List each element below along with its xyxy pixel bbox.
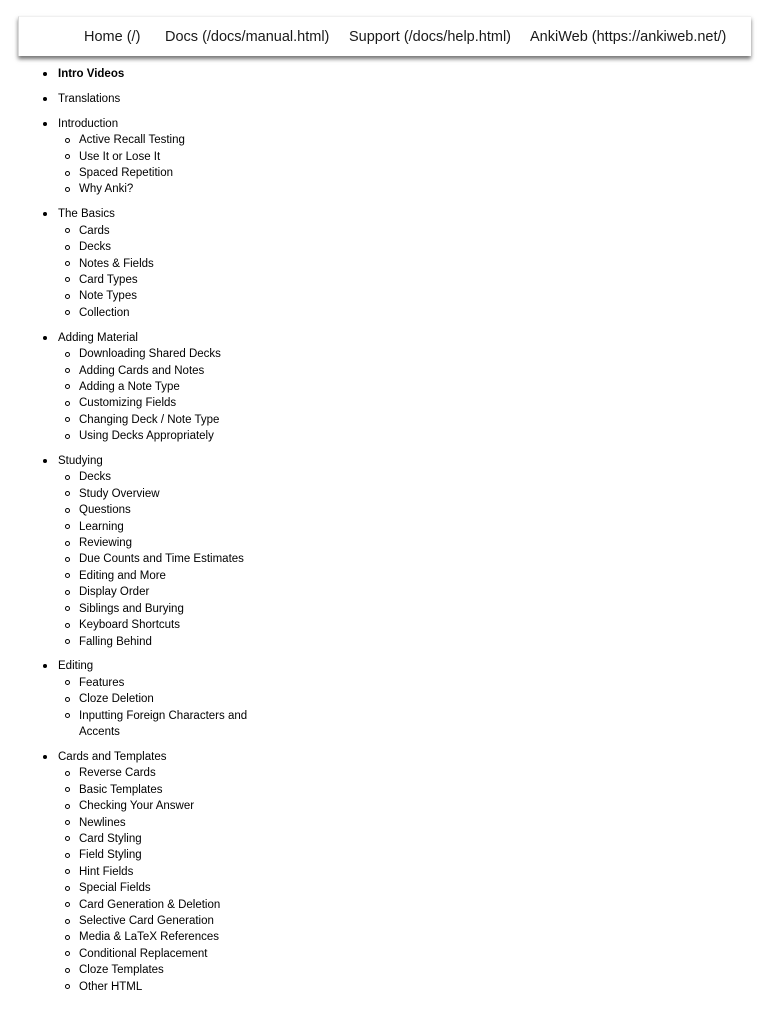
toc-subsection-link[interactable]: Falling Behind <box>58 634 264 650</box>
toc-subsection-link[interactable]: Siblings and Burying <box>58 601 264 617</box>
toc-subsection-link[interactable]: Customizing Fields <box>58 395 264 411</box>
toc-subsection-list <box>58 223 400 321</box>
toc-subsection-link[interactable]: Cloze Templates <box>58 962 264 978</box>
nav-docs-link[interactable]: Docs (/docs/manual.html) <box>165 29 330 45</box>
nav-support-link[interactable]: Support (/docs/help.html) <box>349 29 511 45</box>
toc-section <box>0 749 400 995</box>
toc-subsection-link[interactable]: Downloading Shared Decks <box>58 346 264 362</box>
toc-subsection-link[interactable]: Questions <box>58 502 264 518</box>
toc-section-link[interactable]: Introduction <box>58 117 119 130</box>
top-navbar <box>18 16 751 56</box>
toc-subsection-link[interactable]: Display Order <box>58 584 264 600</box>
toc-subsection-link[interactable]: Selective Card Generation <box>58 913 264 929</box>
toc-section <box>0 116 400 198</box>
toc-subsection-link[interactable]: Changing Deck / Note Type <box>58 412 264 428</box>
toc-subsection-link[interactable]: Basic Templates <box>58 782 264 798</box>
toc-subsection-link[interactable]: Other HTML <box>58 979 264 995</box>
toc-section-link[interactable]: Translations <box>58 92 121 105</box>
toc-section <box>0 658 400 740</box>
toc-subsection-list <box>58 765 400 995</box>
toc-subsection-link[interactable]: Cloze Deletion <box>58 691 264 707</box>
nav-ankiweb-link[interactable]: AnkiWeb (https://ankiweb.net/) <box>530 29 727 45</box>
toc-subsection-list <box>58 675 400 741</box>
toc-subsection-link[interactable]: Reverse Cards <box>58 765 264 781</box>
toc-subsection-link[interactable]: Media & LaTeX References <box>58 929 264 945</box>
toc-subsection-link[interactable]: Hint Fields <box>58 864 264 880</box>
toc-subsection-link[interactable]: Cards <box>58 223 264 239</box>
toc-subsection-link[interactable]: Study Overview <box>58 486 264 502</box>
toc-subsection-link[interactable]: Conditional Replacement <box>58 946 264 962</box>
toc-subsection-link[interactable]: Keyboard Shortcuts <box>58 617 264 633</box>
toc-subsection-link[interactable]: Reviewing <box>58 535 264 551</box>
toc-subsection-link[interactable]: Inputting Foreign Characters and Accents <box>58 708 264 741</box>
toc-subsection-link[interactable]: Checking Your Answer <box>58 798 264 814</box>
toc-section-link[interactable]: Adding Material <box>58 331 138 344</box>
toc-subsection-link[interactable]: Special Fields <box>58 880 264 896</box>
toc-subsection-link[interactable]: Due Counts and Time Estimates <box>58 551 264 567</box>
table-of-contents <box>0 66 400 1004</box>
toc-subsection-link[interactable]: Decks <box>58 469 264 485</box>
toc-section-link[interactable]: Studying <box>58 455 103 468</box>
toc-subsection-list <box>58 346 400 444</box>
toc-section <box>0 206 400 321</box>
toc-subsection-link[interactable]: Why Anki? <box>58 181 264 197</box>
toc-subsection-link[interactable]: Note Types <box>58 288 264 304</box>
toc-subsection-link[interactable]: Card Types <box>58 272 264 288</box>
nav-home-link[interactable]: Home (/) <box>84 29 141 45</box>
toc-subsection-link[interactable]: Features <box>58 675 264 691</box>
toc-subsection-link[interactable]: Notes & Fields <box>58 256 264 272</box>
toc-section-link[interactable]: The Basics <box>58 208 115 221</box>
toc-subsection-link[interactable]: Editing and More <box>58 568 264 584</box>
toc-subsection-list <box>58 469 400 649</box>
toc-section <box>0 330 400 445</box>
toc-subsection-link[interactable]: Card Generation & Deletion <box>58 897 264 913</box>
toc-subsection-link[interactable]: Spaced Repetition <box>58 165 264 181</box>
toc-section <box>0 91 400 107</box>
toc-section-link[interactable]: Cards and Templates <box>58 750 167 763</box>
toc-subsection-link[interactable]: Decks <box>58 239 264 255</box>
toc-subsection-link[interactable]: Newlines <box>58 815 264 831</box>
toc-section <box>0 66 400 82</box>
toc-subsection-link[interactable]: Adding Cards and Notes <box>58 363 264 379</box>
toc-subsection-link[interactable]: Card Styling <box>58 831 264 847</box>
toc-section-link[interactable]: Intro Videos <box>58 68 125 80</box>
toc-subsection-list <box>58 132 400 198</box>
toc-section-link[interactable]: Editing <box>58 660 94 673</box>
toc-subsection-link[interactable]: Collection <box>58 305 264 321</box>
toc-subsection-link[interactable]: Learning <box>58 519 264 535</box>
toc-subsection-link[interactable]: Using Decks Appropriately <box>58 428 264 444</box>
toc-section <box>0 453 400 650</box>
toc-subsection-link[interactable]: Use It or Lose It <box>58 149 264 165</box>
toc-subsection-link[interactable]: Active Recall Testing <box>58 132 264 148</box>
toc-subsection-link[interactable]: Adding a Note Type <box>58 379 264 395</box>
toc-subsection-link[interactable]: Field Styling <box>58 847 264 863</box>
